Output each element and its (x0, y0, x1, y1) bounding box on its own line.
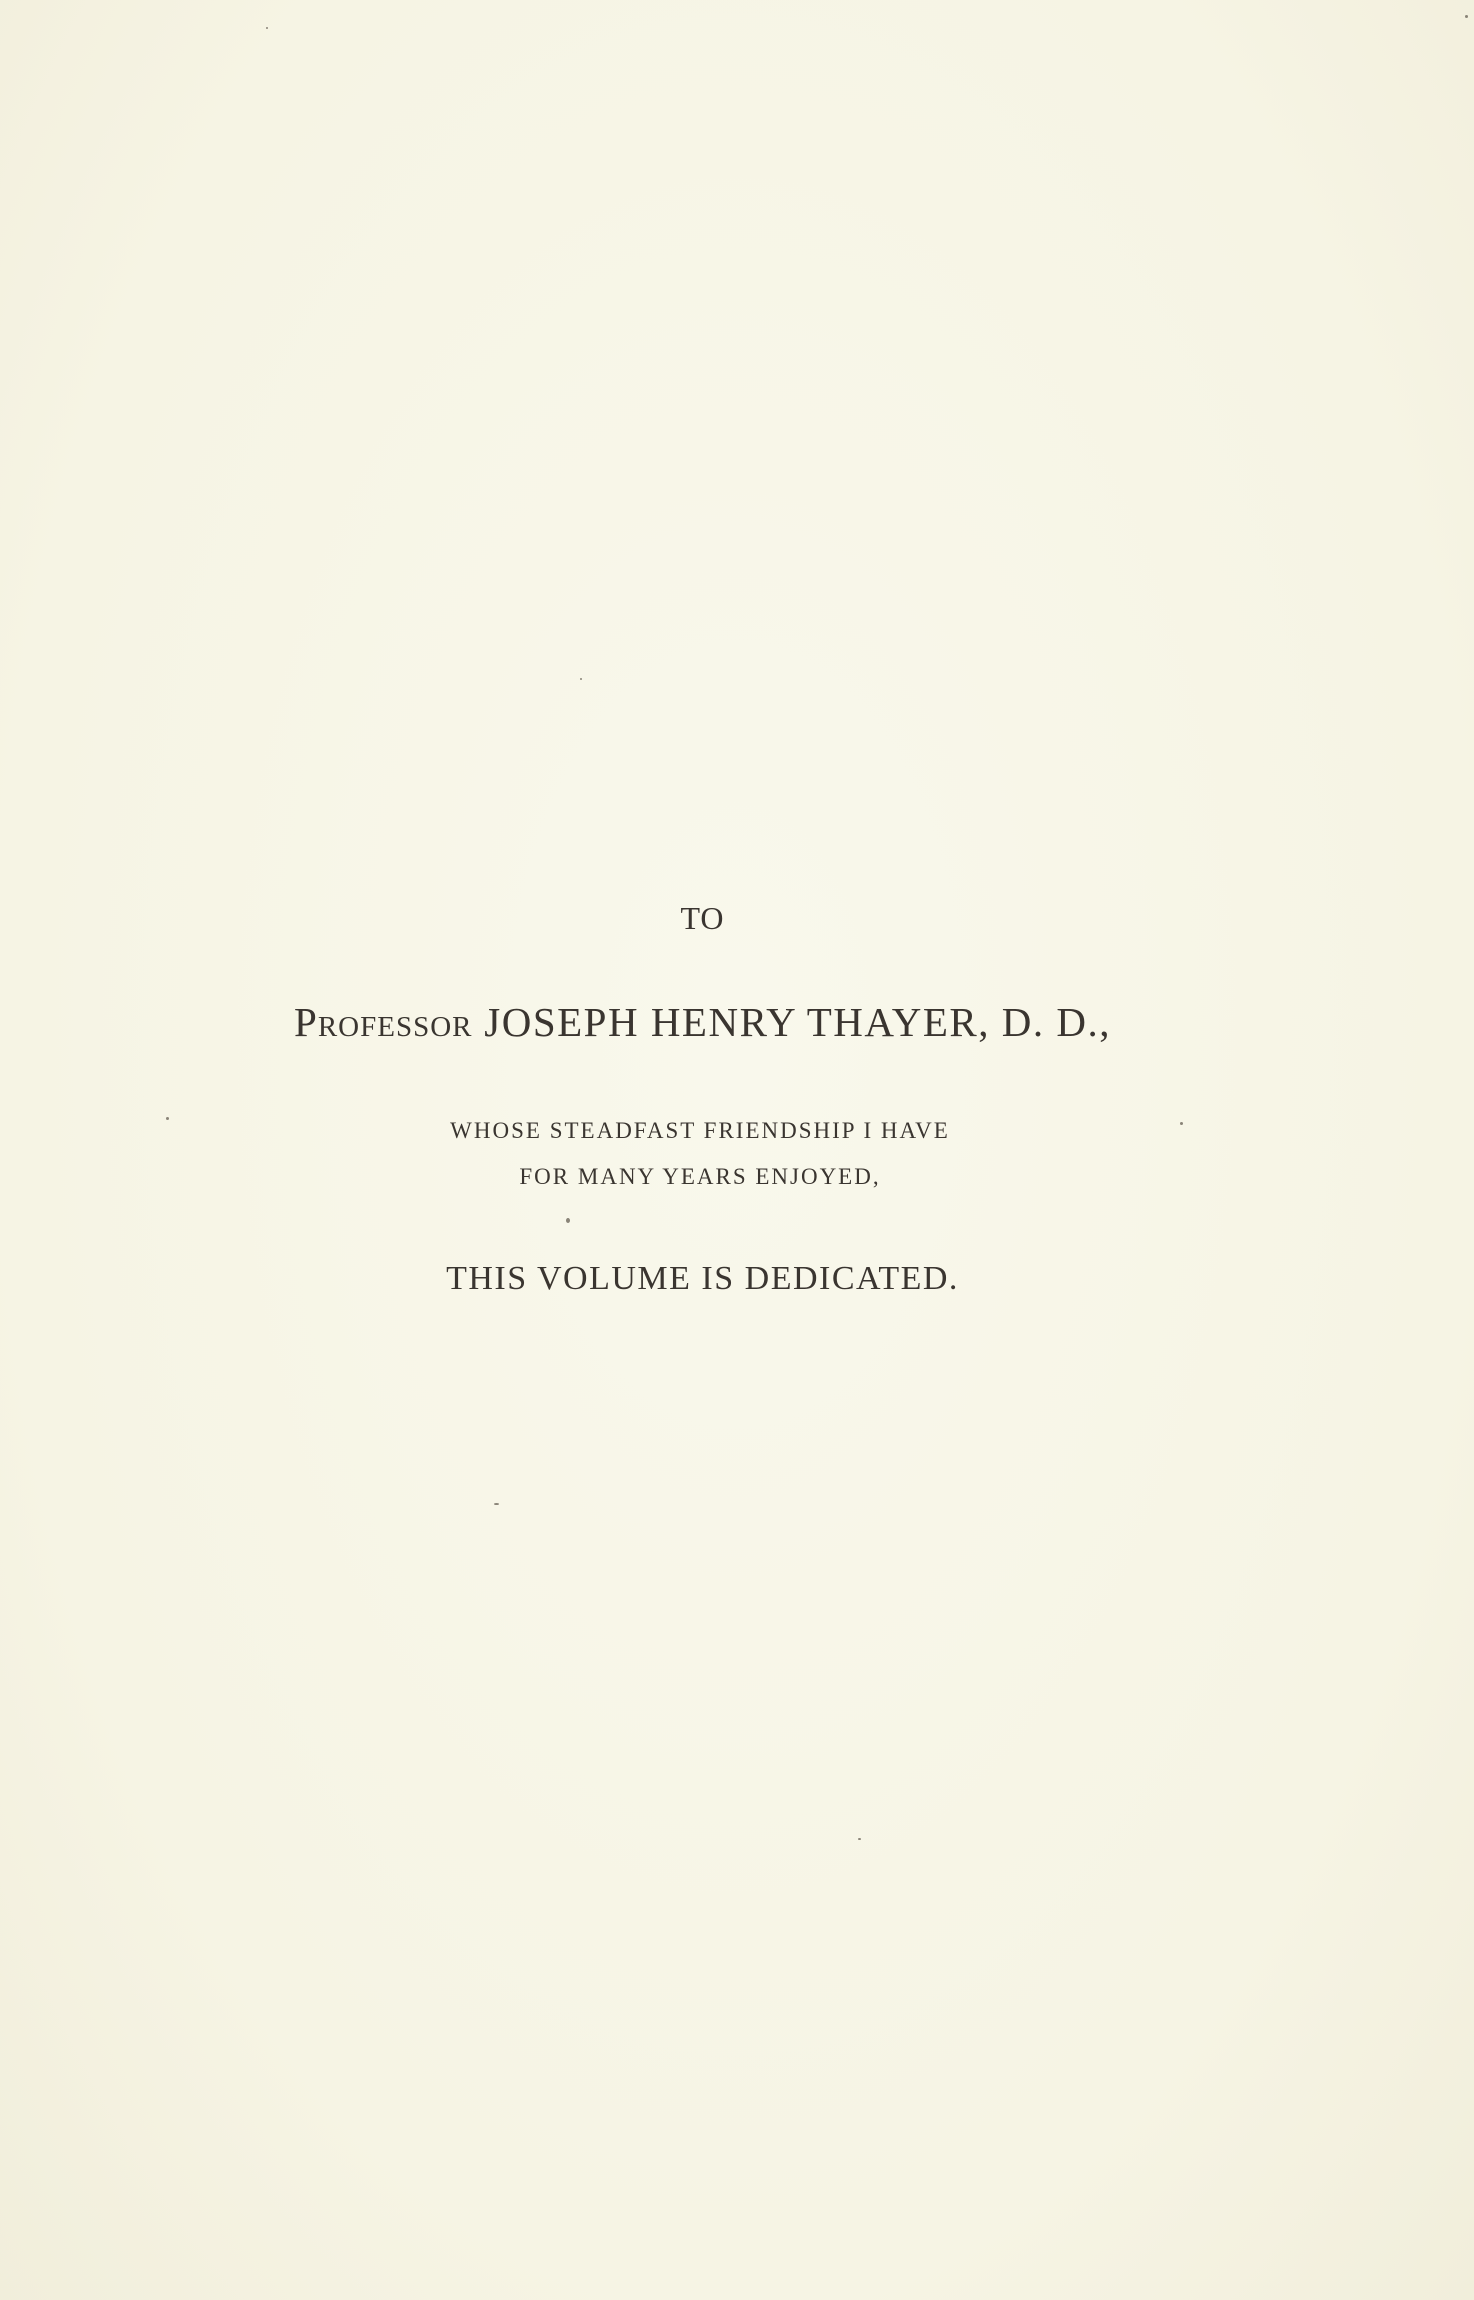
dedicatee-line (0, 998, 1405, 1046)
paper-speck (1180, 1122, 1183, 1125)
paper-speck (166, 1117, 169, 1120)
dedicatee-name: JOSEPH HENRY THAYER, D. D., (484, 999, 1111, 1045)
dedication-line-2: FOR MANY YEARS ENJOYED, (519, 1164, 881, 1189)
paper-speck (858, 1838, 861, 1840)
paper-speck (266, 27, 268, 29)
dedicatee-title: Professor (294, 999, 473, 1045)
dedication-closing: THIS VOLUME IS DEDICATED. (446, 1260, 959, 1297)
paper-speck (580, 678, 582, 680)
dedication-line-1: WHOSE STEADFAST FRIENDSHIP I HAVE (450, 1118, 950, 1143)
paper-speck (494, 1503, 499, 1505)
dedication-to: TO (680, 900, 725, 936)
paper-speck (1465, 15, 1468, 18)
paper-speck (566, 1218, 570, 1223)
